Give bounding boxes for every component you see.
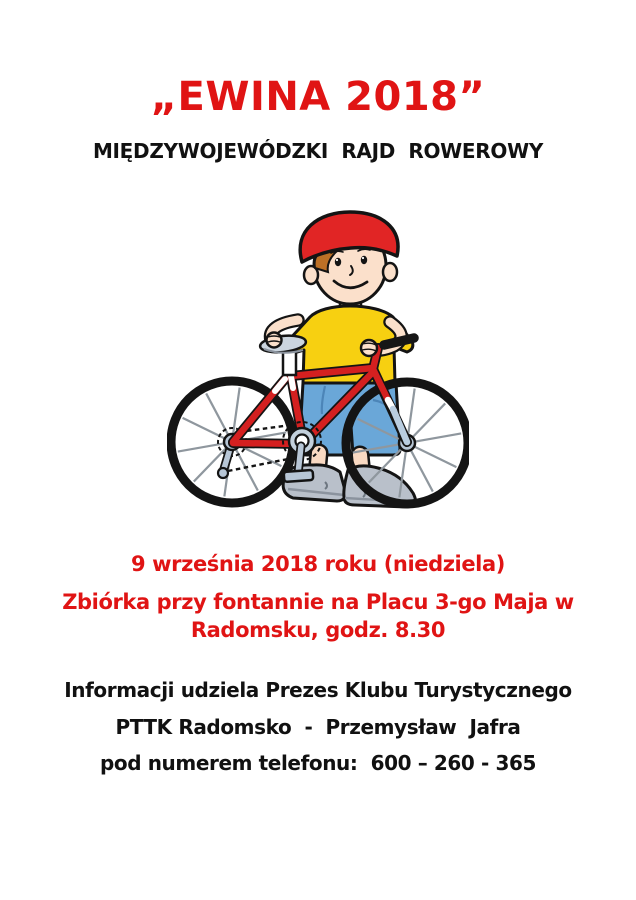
poster-title: „EWINA 2018” [150, 74, 486, 120]
event-date-line: 9 września 2018 roku (niedziela) [131, 552, 505, 576]
meeting-place-line: Zbiórka przy fontannie na Placu 3-go Maja w Radomsku, godz. 8.30 [62, 590, 581, 642]
boy-with-bicycle-icon [167, 206, 469, 516]
boy-with-bicycle-illustration [167, 206, 469, 516]
info-club-line: PTTK Radomsko - Przemysław Jafra [115, 715, 521, 739]
info-phone-line: pod numerem telefonu: 600 – 260 - 365 [99, 751, 537, 775]
poster-subtitle: MIĘDZYWOJEWÓDZKI RAJD ROWEROWY [92, 139, 544, 163]
info-contact-line: Informacji udziela Prezes Klubu Turystycznego [64, 678, 572, 702]
